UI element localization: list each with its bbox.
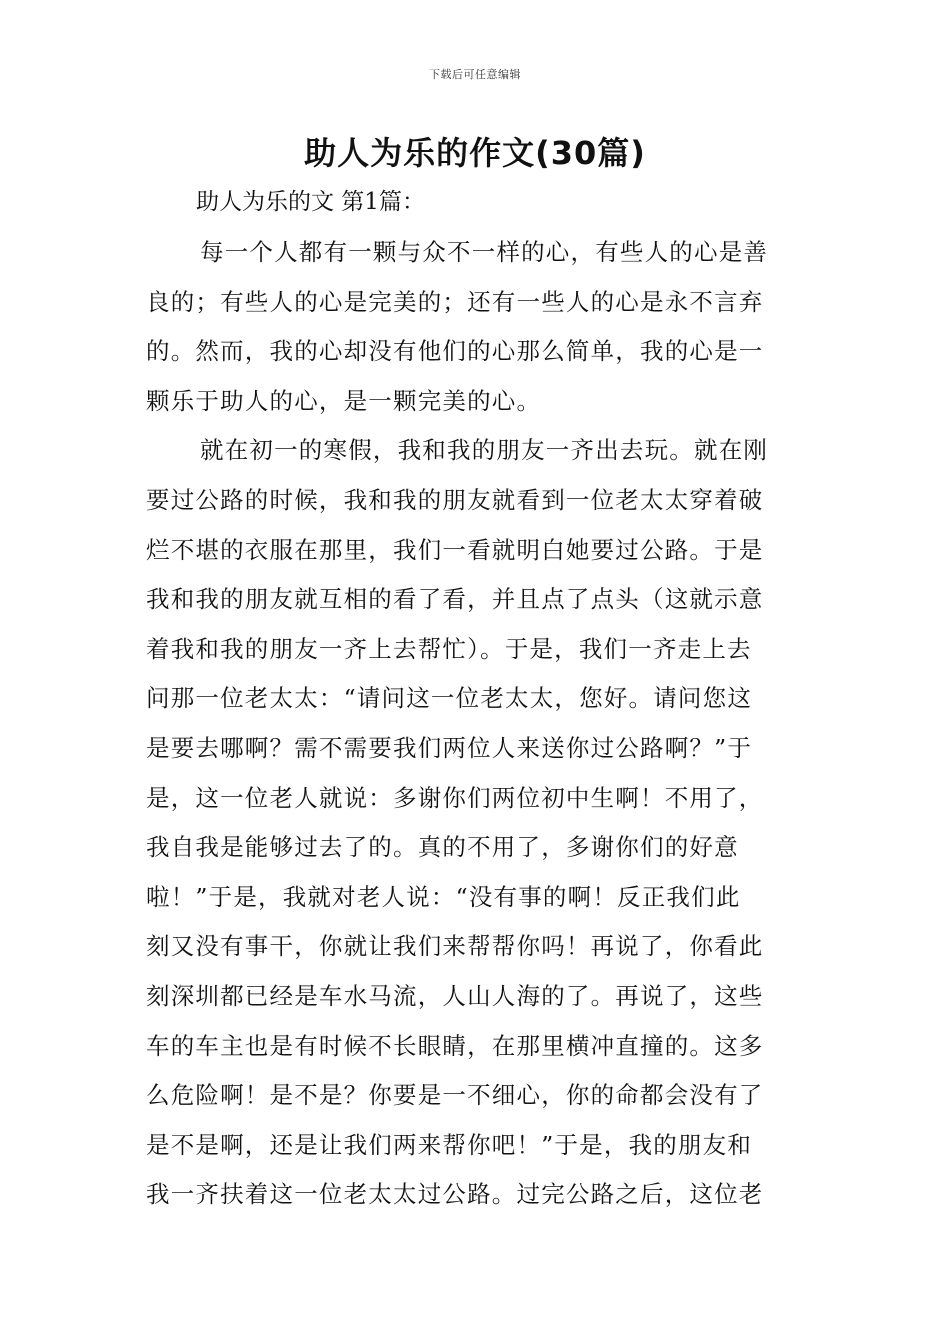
- text-line: 是要去哪啊？需不需要我们两位人来送你过公路啊？”于: [146, 733, 753, 762]
- body-text: [146, 228, 806, 1220]
- text-line: 刻深圳都已经是车水马流，人山人海的了。再说了，这些: [146, 981, 764, 1010]
- text-line: 啦！”于是，我就对老人说：“没有事的啊！反正我们此: [146, 882, 741, 911]
- text-line: 着我和我的朋友一齐上去帮忙）。于是，我们一齐走上去: [146, 634, 752, 663]
- text-line: 要过公路的时候，我和我的朋友就看到一位老太太穿着破: [146, 485, 764, 514]
- text-line: 么危险啊！是不是？你要是一不细心，你的命都会没有了: [146, 1081, 764, 1110]
- text-line: 是，这一位老人就说：多谢你们两位初中生啊！不用了，: [146, 783, 764, 812]
- text-line: 我自我是能够过去了的。真的不用了，多谢你们的好意: [146, 833, 739, 862]
- text-line: 的。然而，我的心却没有他们的心那么简单，我的心是一: [146, 337, 764, 366]
- text-line: 每一个人都有一颗与众不一样的心，有些人的心是善: [200, 238, 769, 266]
- document-title: 助人为乐的作文(30篇): [304, 134, 646, 172]
- text-line: 车的车主也是有时候不长眼睛，在那里横冲直撞的。这多: [146, 1031, 764, 1060]
- text-line: 就在初一的寒假，我和我的朋友一齐出去玩。就在刚: [200, 436, 769, 465]
- text-line: 问那一位老太太：“请问这一位老太太，您好。请问您这: [146, 684, 753, 713]
- text-line: 我和我的朋友就互相的看了看，并且点了点头（这就示意: [146, 585, 764, 614]
- section-subtitle: 助人为乐的文 第1篇：: [196, 189, 425, 215]
- text-line: 我一齐扶着这一位老太太过公路。过完公路之后，这位老: [146, 1180, 764, 1209]
- text-line: 是不是啊，还是让我们两来帮你吧！”于是，我的朋友和: [146, 1130, 753, 1159]
- text-line: 良的；有些人的心是完美的；还有一些人的心是永不言弃: [146, 287, 764, 316]
- header-note: 下载后可任意编辑: [429, 68, 521, 81]
- text-line: 刻又没有事干，你就让我们来帮帮你吗！再说了，你看此: [146, 932, 764, 961]
- text-line: 颗乐于助人的心，是一颗完美的心。: [146, 386, 542, 415]
- text-line: 烂不堪的衣服在那里，我们一看就明白她要过公路。于是: [146, 535, 764, 564]
